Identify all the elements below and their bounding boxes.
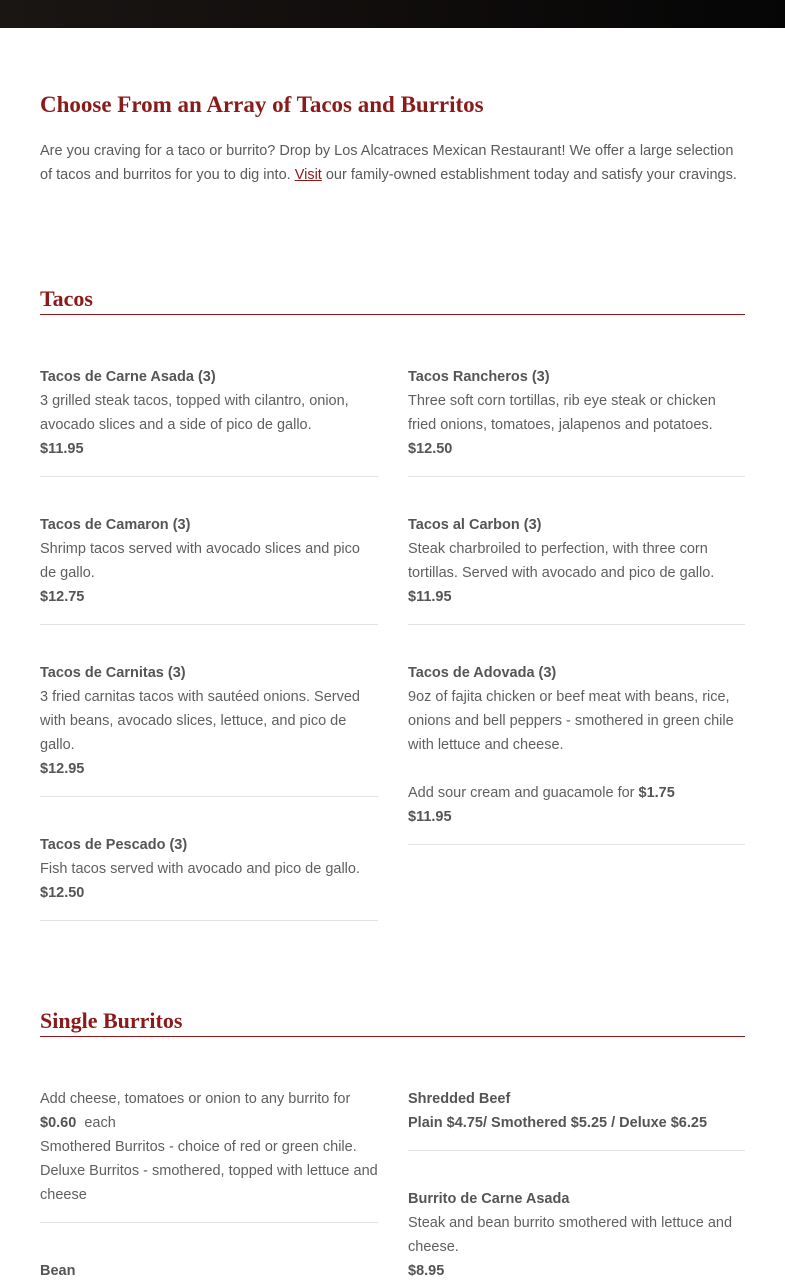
menu-item [408,513,745,609]
menu-item [408,1187,745,1283]
menu-item [408,661,745,829]
menu-item-description: 3 fried carnitas tacos with sautéed onions. Served with beans, avocado slices, lettuce, and pico de gallo. [40,689,360,753]
menu-item-name: Bean [40,1263,76,1279]
menu-item-name: Tacos Rancheros (3) [408,369,550,385]
page-title: Choose From an Array of Tacos and Burritos [40,92,484,117]
menu-item-description: Three soft corn tortillas, rib eye steak or chicken fried onions, tomatoes, jalapenos and potatoes. [408,393,716,433]
menu-item [408,1087,745,1135]
item-divider [408,476,745,477]
burritos-section-title: Single Burritos [40,1008,183,1033]
menu-item-addon-note [408,781,745,805]
menu-item-description: Shrimp tacos served with avocado slices and pico de gallo. [40,541,360,581]
menu-item [40,513,378,609]
top-header-bar [0,0,785,28]
menu-item-name: Tacos de Pescado (3) [40,837,188,853]
menu-item-description: 9oz of fajita chicken or beef meat with beans, rice, onions and bell peppers - smothered in green chile with lettuce and cheese. [408,689,734,753]
addon-price-line [40,1111,380,1135]
item-divider [40,476,378,477]
tacos-section-title: Tacos [40,286,93,311]
item-divider [40,624,378,625]
menu-item-price: $12.50 [408,441,453,457]
menu-item-price: $11.95 [408,589,452,605]
addon-line [40,1087,380,1111]
item-divider [408,624,745,625]
intro-paragraph [40,139,740,187]
menu-item [408,365,745,461]
item-divider [408,844,745,845]
addon-note-text: Add sour cream and guacamole for [408,785,639,801]
menu-item-price: $8.95 [408,1263,445,1279]
menu-item-name: Tacos al Carbon (3) [408,517,542,533]
addon-text: Add cheese, tomatoes or onion to any burrito for [40,1091,351,1107]
menu-item-name: Tacos de Camaron (3) [40,517,191,533]
menu-item-price: $11.95 [40,441,84,457]
menu-item-name: Burrito de Carne Asada [408,1191,570,1207]
item-divider [40,920,378,921]
item-divider [40,796,378,797]
menu-item-description: 3 grilled steak tacos, topped with cilantro, onion, avocado slices and a side of pico de gallo. [40,393,349,433]
deluxe-note: Deluxe Burritos - smothered, topped with lettuce and cheese [40,1163,378,1203]
intro-text-after: our family-owned establishment today and satisfy your cravings. [321,167,737,183]
menu-item [40,365,378,461]
menu-item [40,1259,378,1283]
menu-item-price: $12.75 [40,589,85,605]
menu-item-description: Fish tacos served with avocado and pico de gallo. [40,861,360,877]
item-divider [408,1150,745,1151]
menu-item-name: Tacos de Carnitas (3) [40,665,186,681]
menu-item-name: Shredded Beef [408,1091,511,1107]
menu-item-description: Steak charbroiled to perfection, with three corn tortillas. Served with avocado and pico de gallo. [408,541,715,581]
menu-item [40,833,378,905]
burrito-notes [40,1087,380,1207]
item-divider [40,1222,378,1223]
burritos-section-rule [40,1036,745,1037]
menu-item-description: Steak and bean burrito smothered with lettuce and cheese. [408,1215,733,1255]
addon-suffix: each [84,1115,116,1131]
intro-text-before: Are you craving for a taco or burrito? Drop by Los Alcatraces Mexican Restaurant! We offer a large selection of tacos and burritos for you to dig into. [40,143,734,183]
menu-item [40,661,378,781]
addon-price: $0.60 [40,1115,77,1131]
menu-item-name: Tacos de Carne Asada (3) [40,369,216,385]
visit-link[interactable]: Visit [294,167,322,183]
tacos-section-rule [40,314,745,315]
menu-item-price: $12.50 [40,885,85,901]
menu-item-price: $12.95 [40,761,85,777]
smothered-note: Smothered Burritos - choice of red or green chile. [40,1139,357,1155]
menu-item-price: Plain $4.75/ Smothered $5.25 / Deluxe $6.25 [408,1115,708,1131]
menu-item-price: $11.95 [408,809,452,825]
addon-note-price: $1.75 [638,785,675,801]
menu-item-name: Tacos de Adovada (3) [408,665,557,681]
